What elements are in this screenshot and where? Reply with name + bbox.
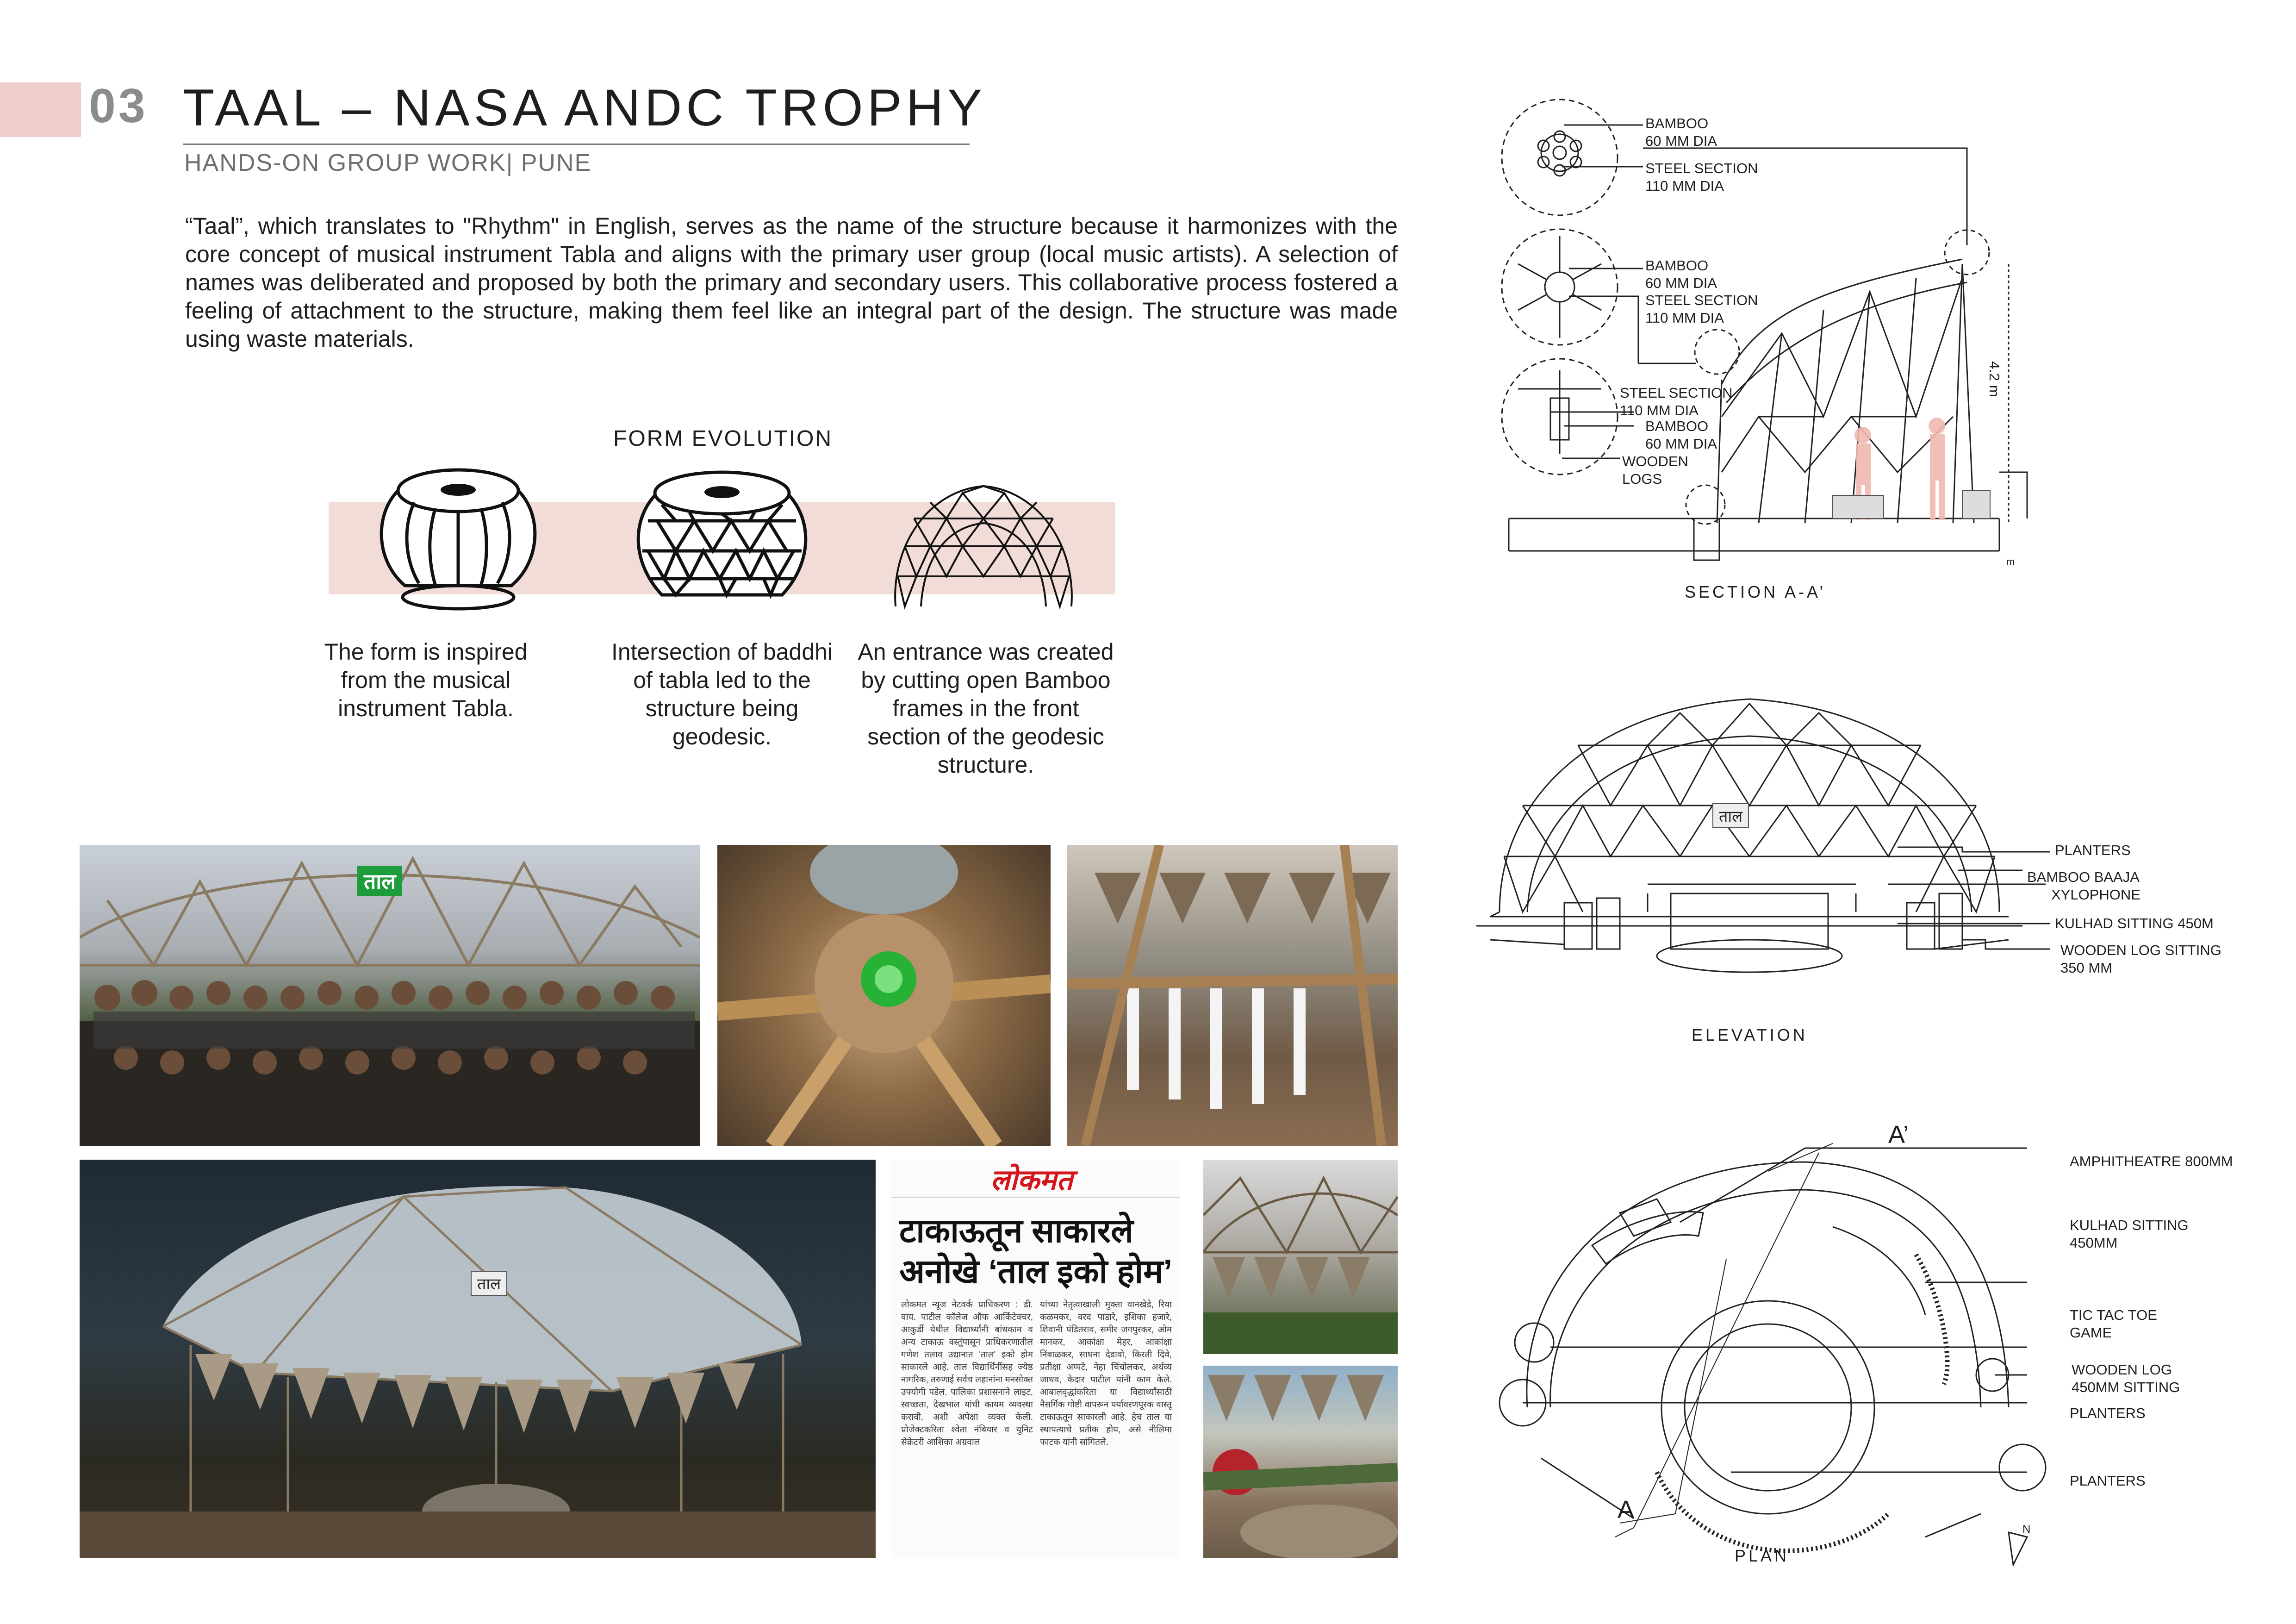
photo-joint-closeup xyxy=(717,845,1051,1146)
plan-label-amphitheatre: AMPHITHEATRE 800MM xyxy=(2070,1153,2233,1169)
form-evolution-title: FORM EVOLUTION xyxy=(613,426,833,451)
form-caption-1: The form is inspired from the musical instrument Tabla. xyxy=(324,639,528,721)
form-caption-2: Intersection of baddhi of tabla led to the structure being geodesic. xyxy=(611,639,833,750)
elevation-sign: ताल xyxy=(1712,803,1749,828)
newspaper-column-2: यांच्या नेतृत्वाखाली मुक्ता वानखेडे, रिया कळमकर, वरद पाडारे, इशिका हजारे, शिवानी पंडितराव, समीर जगपुरकर, ओम मानकर, आकांक्षा मेहर, आकांक्षा निंबाळकर, साधना देडावो, किरती दिवे, प्रतीक्षा अप्पटे, नेहा चिंचोलकर, अर्थव्य जाधव, केदार पाटील यांनी काम केले. आबालवृद्धांकरिता या विद्यार्थ्यांसाठी नैसर्गिक गोष्टी वापरून पर्यावरणपूरक वास्तू टाकाऊतून साकारली आहे. हेच ताल या स्थापत्याचे प्रतीक होय, असे नीलिमा फाटक यांनी सांगितले. xyxy=(1040,1300,1172,1447)
plan-label-tic-tac-toe: TIC TAC TOE GAME xyxy=(2070,1307,2157,1341)
form-caption-3: An entrance was created by cutting open Bamboo frames in the front section of the geodesic structure. xyxy=(858,639,1114,778)
photo-sign: ताल xyxy=(357,866,402,896)
plan-drawing xyxy=(1481,1106,2092,1579)
section-label-bamboo-1: BAMBOO 60 MM DIA xyxy=(1645,115,1717,149)
section-label-bamboo-2: BAMBOO 60 MM DIA xyxy=(1645,257,1717,291)
elevation-label-wooden-log: WOODEN LOG SITTING 350 MM xyxy=(2060,942,2221,976)
geodesic-dome-sketch xyxy=(886,472,1081,616)
plan-label-planters-1: PLANTERS xyxy=(2070,1405,2146,1421)
section-label-steel-3: STEEL SECTION 110 MM DIA xyxy=(1620,385,1733,418)
section-label-wooden-logs: WOODEN LOGS xyxy=(1622,453,1688,487)
elevation-title: ELEVATION xyxy=(1692,1025,1808,1044)
project-description: “Taal”, which translates to "Rhythm" in English, serves as the name of the structure because it harmonizes with the core concept of musical instrument Tabla and aligns with the primary user group (local music artists). A selection of names was deliberated and proposed by both the primary and secondary users. This collaborative process fostered a feeling of attachment to the structure, making them feel like an integral part of the design. The structure was made using waste materials. xyxy=(185,213,1398,352)
project-number: 03 xyxy=(89,79,148,133)
plan-label-planters-2: PLANTERS xyxy=(2070,1473,2146,1489)
newspaper-headline: टाकाऊतून साकारले अनोखे ‘ताल इको होम’ xyxy=(899,1212,1173,1290)
photo-garden-view xyxy=(1203,1366,1398,1558)
section-label-steel-2: STEEL SECTION 110 MM DIA xyxy=(1645,292,1758,326)
photo-dome-detail xyxy=(1203,1160,1398,1354)
photo-night-sign: ताल xyxy=(471,1271,507,1296)
plan-title: PLAN xyxy=(1735,1546,1790,1565)
elevation-label-xylophone: XYLOPHONE xyxy=(2051,887,2140,903)
title-rule xyxy=(183,144,970,145)
photo-group-under-dome xyxy=(80,845,700,1146)
plan-cut-a: A xyxy=(1618,1496,1635,1524)
photo-xylophone xyxy=(1067,845,1398,1146)
plan-label-wooden-log: WOODEN LOG 450MM SITTING xyxy=(2072,1362,2180,1395)
project-title: TAAL – NASA ANDC TROPHY xyxy=(183,79,987,137)
elevation-label-bamboo-baaja: BAMBOO BAAJA xyxy=(2027,869,2140,885)
section-label-bamboo-3: BAMBOO 60 MM DIA xyxy=(1645,418,1717,452)
elevation-label-kulhad: KULHAD SITTING 450M xyxy=(2055,915,2214,931)
section-scale-mark: m xyxy=(2006,556,2015,568)
newspaper-clipping xyxy=(891,1160,1180,1558)
project-subtitle: HANDS-ON GROUP WORK| PUNE xyxy=(184,150,592,176)
section-title: SECTION A-A’ xyxy=(1685,582,1826,601)
elevation-label-planters: PLANTERS xyxy=(2055,842,2131,858)
plan-cut-a-prime: A’ xyxy=(1888,1121,1909,1149)
plan-label-kulhad: KULHAD SITTING 450MM xyxy=(2070,1217,2189,1251)
north-arrow-label: N xyxy=(2022,1523,2031,1536)
tabla-sketch xyxy=(370,458,546,611)
geodesic-tabla-sketch xyxy=(629,456,815,613)
accent-block xyxy=(0,82,81,137)
elevation-drawing xyxy=(1472,653,2073,1005)
photo-dome-night xyxy=(80,1160,876,1558)
section-label-steel-1: STEEL SECTION 110 MM DIA xyxy=(1645,160,1758,194)
section-drawing xyxy=(1500,93,2110,574)
newspaper-brand: लोकमत xyxy=(990,1164,1073,1196)
newspaper-column-1: लोकमत न्यूज नेटवर्क प्राधिकरण : डी. वाय. पाटील कॉलेज ऑफ आर्किटेक्चर, आकुर्डी येथील विद्यार्थ्यांनी बांधकाम व अन्य टाकाऊ वस्तूंपासून प्राधिकरणातील गणेश तलाव उद्यानात 'ताल' इको होम साकारले आहे. ताल विद्यार्थिनींसह ज्येष्ठ नागरिक, तरुणाई सर्वच लहानांना मनसोक्त उपयोगी पडेल. पालिका प्रशासनाने लाइट, स्वच्छता, देखभाल यांची कायम व्यवस्था करावी, अशी अपेक्षा व्यक्त केली. प्रोजेक्टकरिता श्वेता नंबियार व युनिट सेक्रेटरी आशिका अग्रवाल xyxy=(901,1300,1033,1447)
section-height-label: 4.2 m xyxy=(1986,361,2003,397)
